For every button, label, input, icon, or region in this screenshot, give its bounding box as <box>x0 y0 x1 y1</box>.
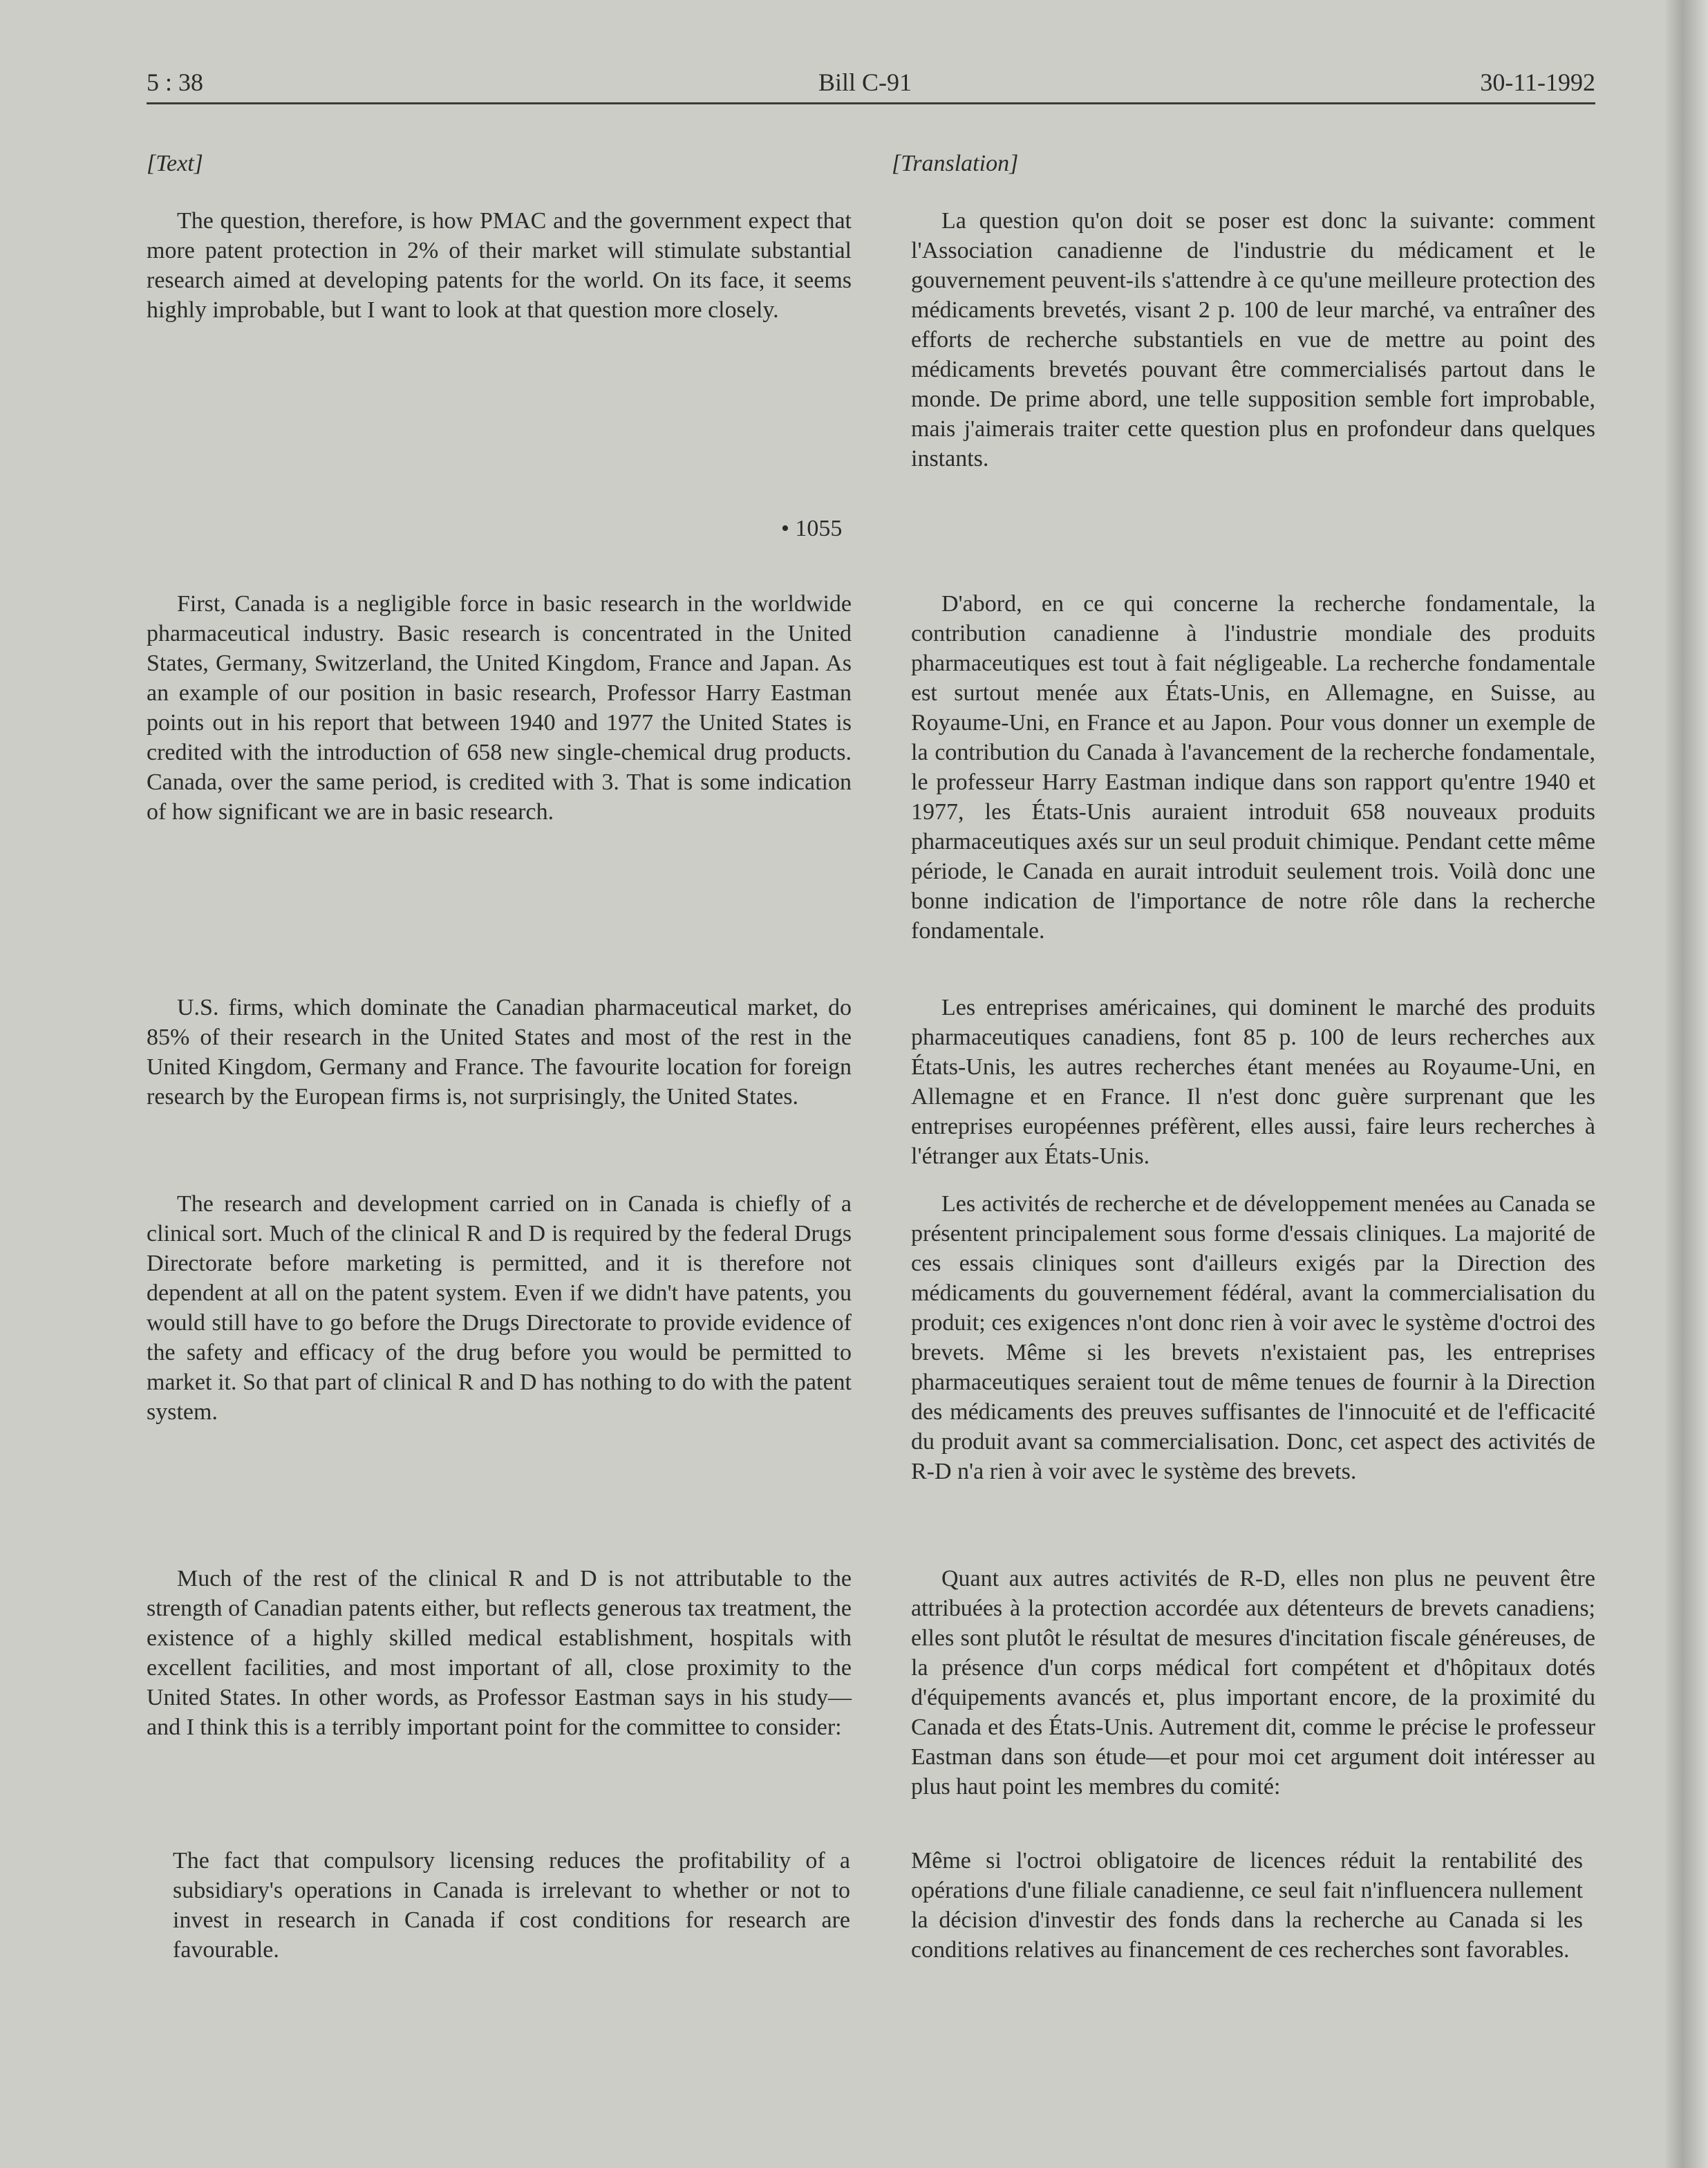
header-date: 30-11-1992 <box>1480 68 1595 96</box>
right-paragraph-1: La question qu'on doit se poser est donc la suivante: comment l'Association canadienne de l'industrie du médicament et le gouvernement peuvent-ils s'attendre à ce qu'une meilleure protection des médicaments brevetés, visant 2 p. 100 de leur marché, va entraîner des efforts de recherche substantiels en vue de mettre au point des médicaments brevetés pouvant être commercialisés partout dans le monde. De prime abord, une telle supposition semble fort improbable, mais j'aimerais traiter cette question plus en profondeur dans quelques instants. <box>911 208 1595 471</box>
translation-label: [Translation] <box>892 151 1019 176</box>
bill-title: Bill C-91 <box>818 68 912 96</box>
header-rule <box>147 102 1595 104</box>
left-paragraph-5: Much of the rest of the clinical R and D is not attributable to the strength of Canadian patents either, but reflects generous tax treatment, the existence of a highly skilled medical establishment, hospitals with excellent facilities, and most important of all, close proximity to the United States. In other words, as Professor Eastman says in his study—and I think this is a terribly important point for the committee to consider: <box>147 1566 852 1740</box>
right-paragraph-5: Quant aux autres activités de R-D, elles non plus ne peuvent être attribuées à la protection accordée aux détenteurs de brevets canadiens; elles sont plutôt le résultat de mesures d'incitation fiscale généreuses, de la présence d'un corps médical fort compétent et d'hôpitaux dotés d'équipements avancés et, plus important encore, de la proximité du Canada et des États-Unis. Autrement dit, comme le précise le professeur Eastman dans son étude—et pour moi cet argument doit intéresser au plus haut point les membres du comité: <box>911 1566 1595 1800</box>
left-paragraph-2: First, Canada is a negligible force in basic research in the worldwide pharmaceutical industry. Basic research is concentrated in the United States, Germany, Switzerland, the United Kingdom, France and Japan. As an example of our position in basic research, Professor Harry Eastman points out in his report that between 1940 and 1977 the United States is credited with the introduction of 658 new single-chemical drug products. Canada, over the same period, is credited with 3. That is some indication of how significant we are in basic research. <box>147 591 852 825</box>
page-reference: 5 : 38 <box>147 68 204 96</box>
left-paragraph-3: U.S. firms, which dominate the Canadian pharmaceutical market, do 85% of their research in the United States and most of the rest in the United Kingdom, Germany and France. The favourite location for foreign research by the European firms is, not surprisingly, the United States. <box>147 995 852 1110</box>
right-quote: Même si l'octroi obligatoire de licences réduit la rentabilité des opérations d'une filiale canadienne, ce seul fait n'influencera nullement la décision d'investir des fonds dans la recherche au Canada si les conditions relatives au financement de ces recherches sont favorables. <box>911 1848 1583 1963</box>
text-label: [Text] <box>147 151 203 176</box>
left-quote: The fact that compulsory licensing reduces the profitability of a subsidiary's operations in Canada is irrelevant to whether or not to invest in research in Canada if cost conditions for research are favourable. <box>173 1848 850 1963</box>
page-edge-shadow <box>1666 0 1708 2168</box>
time-marker: • 1055 <box>781 516 843 541</box>
right-paragraph-2: D'abord, en ce qui concerne la recherche fondamentale, la contribution canadienne à l'industrie mondiale des produits pharmaceutiques est tout à fait négligeable. La recherche fondamentale est surtout menée aux États-Unis, en Allemagne, en Suisse, au Royaume-Uni, en France et au Japon. Pour vous donner un exemple de la contribution du Canada à l'avancement de la recherche fondamentale, le professeur Harry Eastman indique dans son rapport qu'entre 1940 et 1977, les États-Unis auraient introduit 658 nouveaux produits pharmaceutiques axés sur un seul produit chimique. Pendant cette même période, le Canada en aurait introduit seulement trois. Voilà donc une bonne indication de l'importance de notre rôle dans la recherche fondamentale. <box>911 591 1595 944</box>
left-paragraph-1: The question, therefore, is how PMAC and the government expect that more patent protection in 2% of their market will stimulate substantial research aimed at developing patents for the world. On its face, it seems highly improbable, but I want to look at that question more closely. <box>147 208 852 323</box>
page-header <box>147 68 1595 102</box>
right-paragraph-3: Les entreprises américaines, qui dominent le marché des produits pharmaceutiques canadiens, font 85 p. 100 de leurs recherches aux États-Unis, les autres recherches étant menées au Royaume-Uni, en Allemagne et en France. Il n'est donc guère surprenant que les entreprises européennes préfèrent, elles aussi, faire leurs recherches à l'étranger aux États-Unis. <box>911 995 1595 1169</box>
right-paragraph-4: Les activités de recherche et de développement menées au Canada se présentent principalement sous forme d'essais cliniques. La majorité de ces essais cliniques sont d'ailleurs exigés par la Direction des médicaments du gouvernement fédéral, avant la commercialisation du produit; ces exigences n'ont donc rien à voir avec le système d'octroi des brevets. Même si les brevets n'existaient pas, les entreprises pharmaceutiques seraient tout de même tenues de fournir à la Direction des médicaments des preuves suffisantes de l'innocuité et de l'efficacité du produit avant sa commercialisation. Donc, cet aspect des activités de R-D n'a rien à voir avec le système des brevets. <box>911 1191 1595 1484</box>
left-paragraph-4: The research and development carried on in Canada is chiefly of a clinical sort. Much of the clinical R and D is required by the federal Drugs Directorate before marketing is permitted, and it is therefore not dependent at all on the patent system. Even if we didn't have patents, you would still have to go before the Drugs Directorate to provide evidence of the safety and efficacy of the drug before you would be permitted to market it. So that part of clinical R and D has nothing to do with the patent system. <box>147 1191 852 1425</box>
